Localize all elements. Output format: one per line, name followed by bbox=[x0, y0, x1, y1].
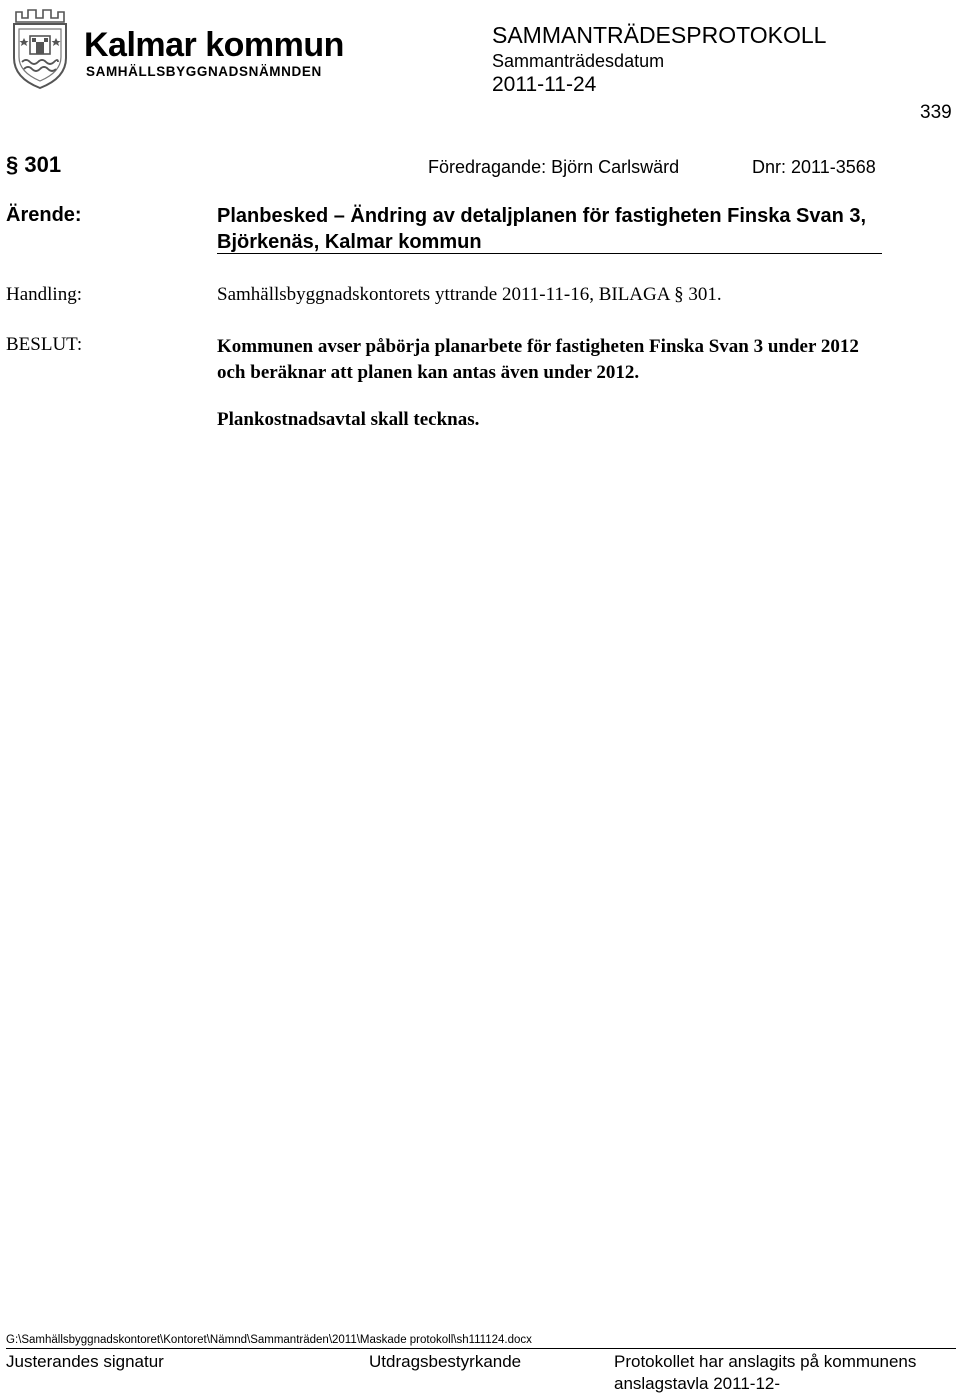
logo-subtitle: SAMHÄLLSBYGGNADSNÄMNDEN bbox=[86, 64, 322, 79]
posted-notice-line1: Protokollet har anslagits på kommunens bbox=[614, 1352, 917, 1371]
subject-label: Ärende: bbox=[6, 204, 82, 226]
meeting-date-label: Sammanträdesdatum bbox=[492, 51, 665, 71]
page-number: 339 bbox=[920, 102, 952, 123]
document-text: Samhällsbyggnadskontorets yttrande 2011-11-16, BILAGA § 301. bbox=[217, 284, 722, 305]
document-label: Handling: bbox=[6, 284, 82, 305]
diary-number: Dnr: 2011-3568 bbox=[752, 157, 876, 177]
subject-underline bbox=[217, 253, 882, 254]
logo-name: Kalmar kommun bbox=[84, 26, 344, 64]
coat-of-arms-icon bbox=[10, 8, 76, 90]
document-type: SAMMANTRÄDESPROTOKOLL bbox=[492, 22, 827, 48]
presenter: Föredragande: Björn Carlswärd bbox=[428, 157, 680, 177]
paragraph-number: § 301 bbox=[6, 152, 62, 177]
footer-divider bbox=[6, 1348, 956, 1349]
meeting-date: 2011-11-24 bbox=[492, 73, 597, 96]
logo bbox=[10, 8, 344, 88]
decision-text: Kommunen avser påbörja planarbete för fastigheten Finska Svan 3 under 2012 och beräknar att planen kan antas även under 2012. bbox=[217, 336, 859, 383]
signature-label: Justerandes signatur bbox=[6, 1352, 164, 1371]
decision-note: Plankostnadsavtal skall tecknas. bbox=[217, 409, 480, 430]
posted-notice-line2: anslagstavla 2011-12- bbox=[614, 1374, 781, 1393]
extract-label: Utdragsbestyrkande bbox=[369, 1352, 522, 1371]
decision-label: BESLUT: bbox=[6, 334, 83, 355]
subject-text: Planbesked – Ändring av detaljplanen för fastigheten Finska Svan 3, Björkenäs, Kalmar kommun bbox=[217, 205, 867, 253]
file-path: G:\Samhällsbyggnadskontoret\Kontoret\Nämnd\Sammanträden\2011\Maskade protokoll\sh111124.docx bbox=[6, 1334, 532, 1346]
